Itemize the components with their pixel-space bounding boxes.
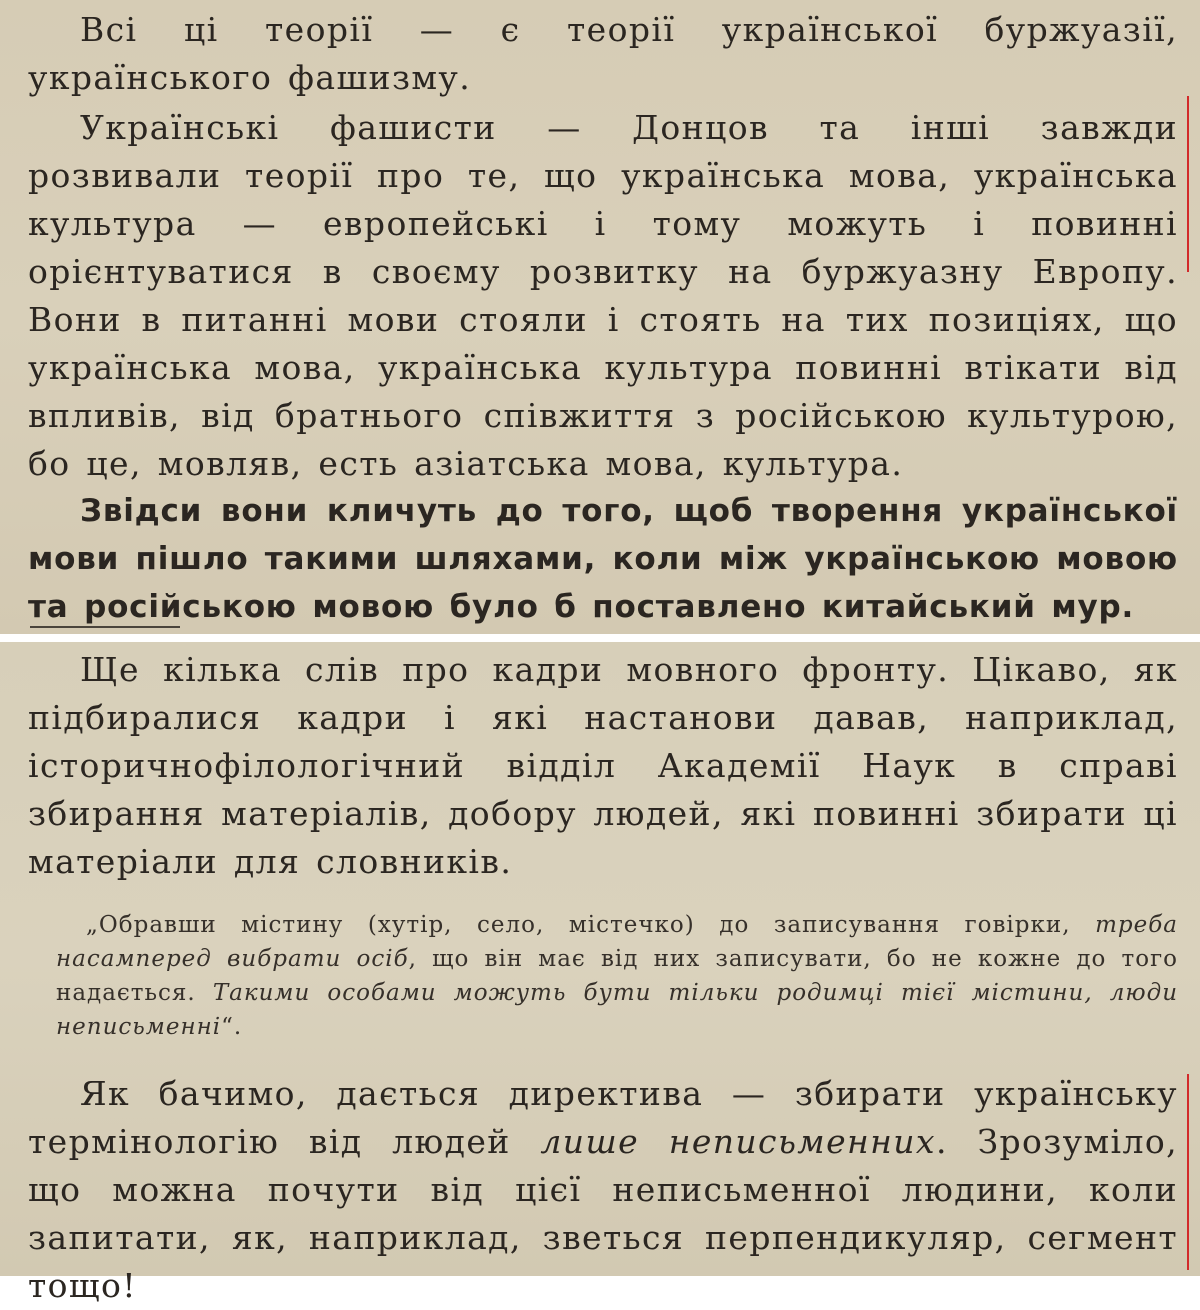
red-margin-mark-bottom [1187,1074,1189,1270]
top-paragraph-3: Звідси вони кличуть до того, щоб творення української мови пішло такими шляхами, коли між українською мовою та російською мовою було б поставлено китайський мур. [28,493,1178,625]
top-paragraph-2: Українські фашисти — Донцов та інші завжди розвивали теорії про те, що українська мова, українська культура — европейські і тому можуть і повинні орієнтуватися в своєму розвитку на буржуазну Европу. Вони в питанні мови стояли і стоять на тих позиціях, що українська мова, українська культура повинні втікати від впливів, від братнього співжиття з російською культурою, бо це, мовляв, есть азіатська мова, культура. [28,108,1178,483]
quote-part-c: , що він має від них записувати, бо не кожне до того надається. [56,946,1179,1006]
quote-part-e: “. [221,1014,243,1040]
quote-part-d: Такими особами можуть бути тільки родимці тієї містини, люди неписьменні [56,980,1179,1040]
p2-part-b: лише неписьменних [540,1122,936,1161]
quotation-block [56,908,1178,1044]
page-divider [0,634,1200,642]
quote-part-a: „Обравши містину (хутір, село, містечко) до записування говірки, [86,912,1096,938]
top-page-excerpt [0,0,1200,634]
p2-part-c: . Зрозуміло, що можна почути від цієї неписьменної людини, коли запитати, як, наприклад, зветься перпендикуляр, сегмент тощо! [28,1122,1178,1305]
top-paragraph-1: Всі ці теорії — є теорії української буржуазії, українського фашизму. [28,10,1178,97]
bottom-paragraph-1: Ще кілька слів про кадри мовного фронту. Цікаво, як підбиралися кадри і які настанови давав, наприклад, історичнофілологічний відділ Академії Наук в справі збирання матеріалів, добору людей, які повинні збирати ці матеріали для словників. [28,650,1178,881]
red-margin-mark [1187,96,1189,272]
bottom-page-excerpt [0,642,1200,1305]
underline-mark [30,626,180,628]
bottom-paragraph-2 [28,1070,1178,1310]
p2-part-a: Як бачимо, дається директива — збирати українську термінологію від людей [28,1074,1178,1161]
quote-part-b: треба насамперед вибрати осіб [56,912,1178,972]
